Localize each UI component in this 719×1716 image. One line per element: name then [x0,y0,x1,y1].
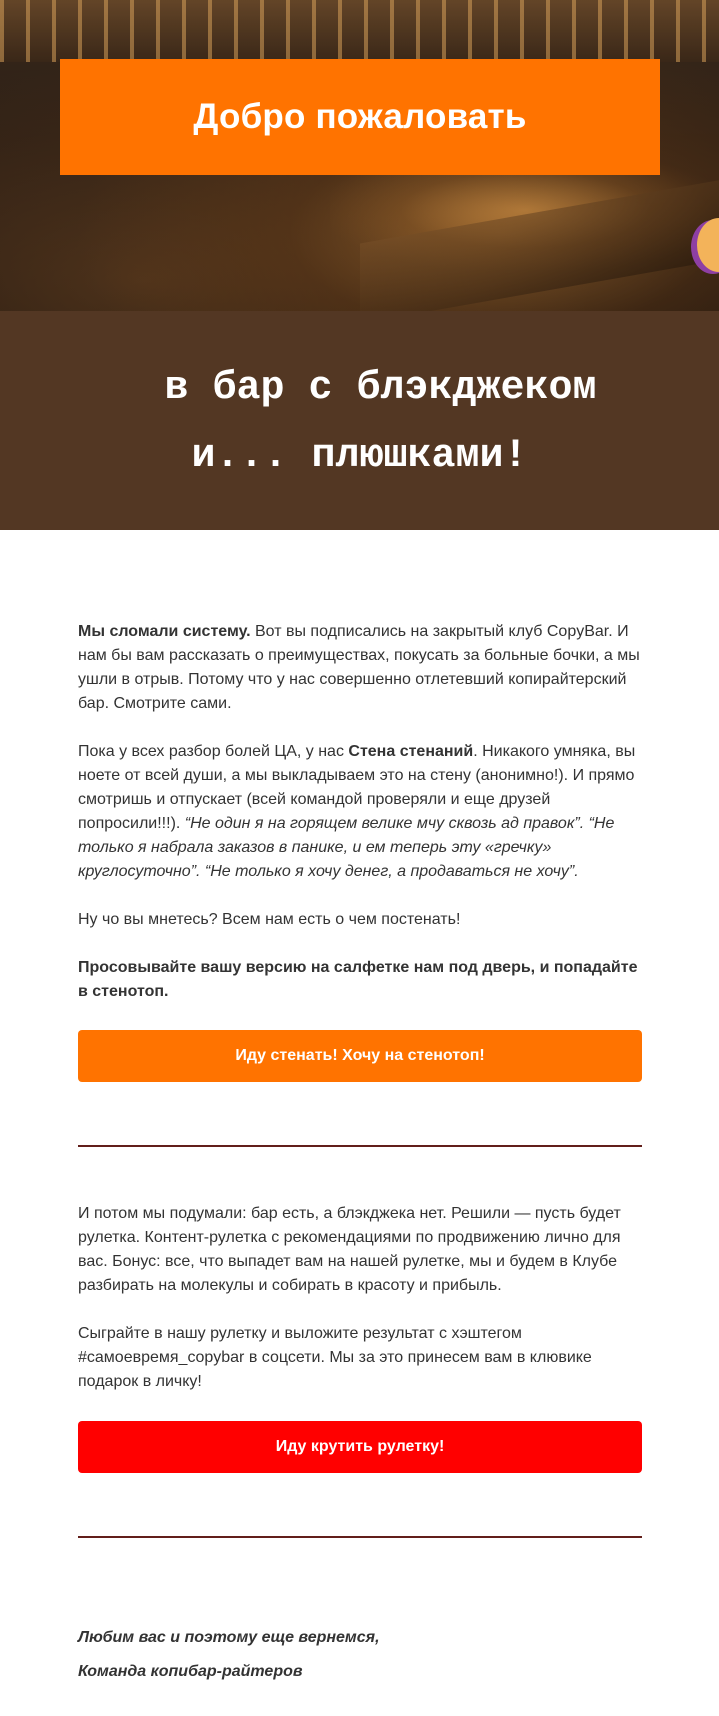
intro-bold: Мы сломали систему. [78,623,251,640]
divider-2 [78,1536,642,1538]
roulette-paragraph: И потом мы подумали: бар есть, а блэкджека нет. Решили — пусть будет рулетка. Контент-рулетка с рекомендациями по продвижению лично для вас. Бонус: все, что выпадет вам на нашей рулетке, мы и будем в Клубе разбирать на молекулы и собирать в красоту и прибыль. [78,1205,621,1294]
call-paragraph [78,956,642,1004]
wall-quotes: “Не один я на горящем велике мчу сквозь ад правок”. “Не только я набрала заказов в панике, и ем теперь эту «гречку» круглосуточно”. “Не только я хочу денег, а продаваться не хочу”. [78,815,615,880]
tagline-line-2: и... плюшками! [191,433,528,479]
wall-paragraph [78,740,642,884]
divider-1 [78,1145,642,1147]
bar-shelf-image [0,0,719,62]
wall-text-1: Пока у всех разбор болей ЦА, у нас [78,743,349,760]
tagline-band [0,311,719,530]
wall-bold: Стена стенаний [348,743,474,760]
question-paragraph: Ну чо вы мнетесь? Всем нам есть о чем постенать! [78,911,461,928]
hashtag-paragraph: Сыграйте в нашу рулетку и выложите результат с хэштегом #самоевремя_copybar в соцсети. Мы за это принесем вам в клювике подарок в личку! [78,1325,592,1390]
signature-line-2: Команда копибар-райтеров [78,1663,303,1680]
roulette-cta-button[interactable]: Иду крутить рулетку! [78,1421,642,1473]
welcome-title: Добро пожаловать [193,97,527,136]
welcome-box [60,59,660,175]
signature-line-1: Любим вас и поэтому еще вернемся, [78,1629,380,1646]
hero-banner [0,0,719,311]
intro-text: Вот вы подписались на закрытый клуб CopyBar. И нам бы вам рассказать о преимуществах, покусать за больные бочки, а мы ушли в отрыв. Потому что у нас совершенно отлетевший копирайтерский бар. Смотрите сами. [78,623,640,712]
intro-paragraph [78,620,642,716]
wall-text-2: . Никакого умняка, вы ноете от всей души, а мы выкладываем это на стену (анонимно!). И прямо смотришь и отпускает (всей командой проверяли и еще друзей попросили!!!). [78,743,636,832]
call-bold: Просовывайте вашу версию на салфетке нам под дверь, и попадайте в стенотоп. [78,959,638,1000]
wall-cta-button[interactable]: Иду стенать! Хочу на стенотоп! [78,1030,642,1082]
tagline-line-1: в бар с блэкджеком [164,365,597,411]
